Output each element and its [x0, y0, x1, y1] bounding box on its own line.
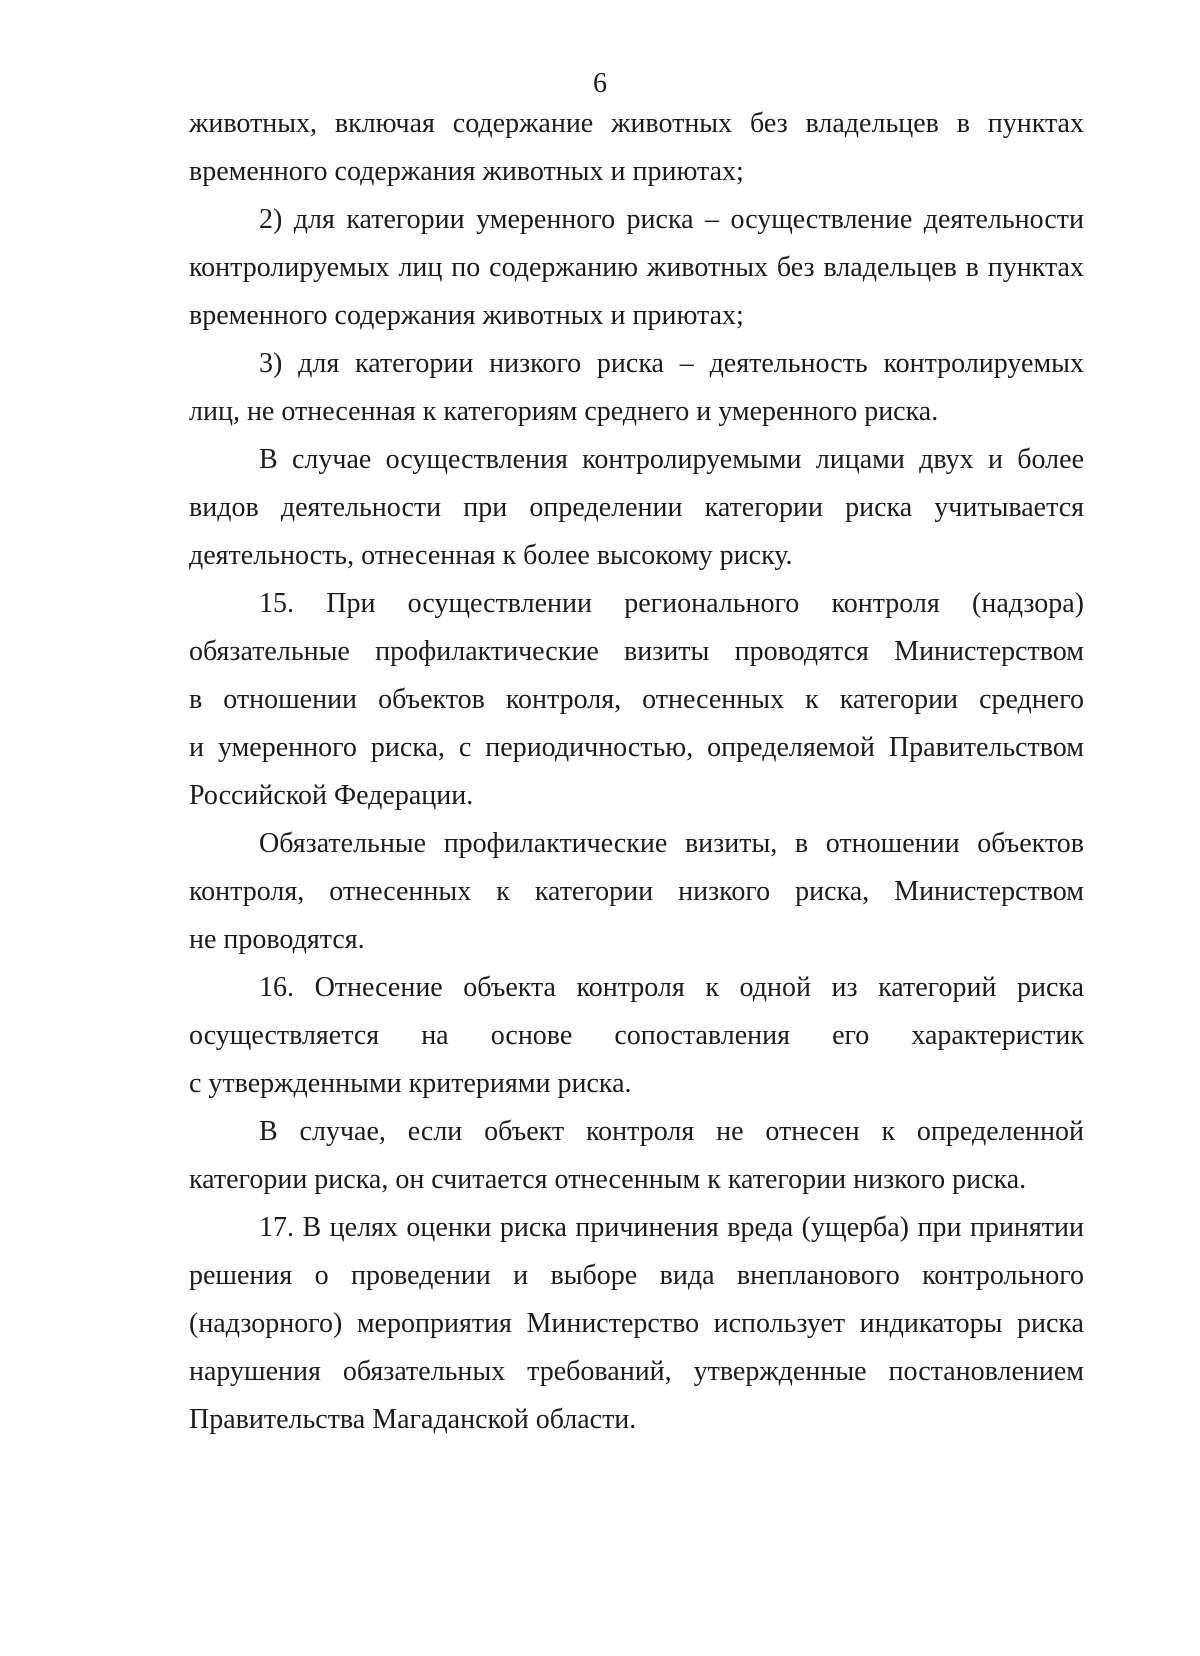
text-line: животных, включая содержание животных без владельцев в пунктах	[189, 108, 1084, 139]
text-line: Российской Федерации.	[189, 780, 474, 811]
text-line: категории риска, он считается отнесенным к категории низкого риска.	[189, 1164, 1027, 1195]
text-line: решения о проведении и выборе вида внепланового контрольного	[189, 1260, 1084, 1291]
paragraph	[189, 1108, 1084, 1204]
paragraph	[189, 1204, 1084, 1444]
text-line: временного содержания животных и приютах;	[189, 300, 744, 331]
text-line: с утвержденными критериями риска.	[189, 1068, 632, 1099]
text-line: (надзорного) мероприятия Министерство использует индикаторы риска	[189, 1308, 1084, 1339]
text-line: временного содержания животных и приютах;	[189, 156, 744, 187]
text-line: Обязательные профилактические визиты, в отношении объектов	[259, 828, 1084, 859]
text-line: видов деятельности при определении категории риска учитывается	[189, 492, 1084, 523]
paragraph	[189, 820, 1084, 964]
text-line: В случае, если объект контроля не отнесен к определенной	[259, 1116, 1084, 1147]
page-number: 6	[593, 68, 607, 99]
text-line: В случае осуществления контролируемыми лицами двух и более	[259, 444, 1084, 475]
text-line: в отношении объектов контроля, отнесенных к категории среднего	[189, 684, 1084, 715]
paragraph	[189, 196, 1084, 340]
text-line: деятельность, отнесенная к более высокому риску.	[189, 540, 793, 571]
paragraph	[189, 580, 1084, 820]
text-line: 17. В целях оценки риска причинения вреда (ущерба) при принятии	[259, 1212, 1084, 1243]
text-line: и умеренного риска, с периодичностью, определяемой Правительством	[189, 732, 1084, 763]
document-body	[189, 100, 1084, 1444]
text-line: 16. Отнесение объекта контроля к одной из категорий риска	[259, 972, 1084, 1003]
text-line: 3) для категории низкого риска – деятельность контролируемых	[259, 348, 1084, 379]
text-line: контролируемых лиц по содержанию животных без владельцев в пунктах	[189, 252, 1084, 283]
text-line: 2) для категории умеренного риска – осуществление деятельности	[259, 204, 1084, 235]
paragraph	[189, 100, 1084, 196]
text-line: 15. При осуществлении регионального контроля (надзора)	[259, 588, 1084, 619]
text-line: контроля, отнесенных к категории низкого риска, Министерством	[189, 876, 1084, 907]
text-line: не проводятся.	[189, 924, 365, 955]
text-line: лиц, не отнесенная к категориям среднего и умеренного риска.	[189, 396, 939, 427]
text-line: обязательные профилактические визиты проводятся Министерством	[189, 636, 1084, 667]
paragraph	[189, 340, 1084, 436]
text-line: нарушения обязательных требований, утвержденные постановлением	[189, 1356, 1084, 1387]
text-line: осуществляется на основе сопоставления его характеристик	[189, 1020, 1084, 1051]
paragraph	[189, 964, 1084, 1108]
paragraph	[189, 436, 1084, 580]
text-line: Правительства Магаданской области.	[189, 1404, 637, 1435]
